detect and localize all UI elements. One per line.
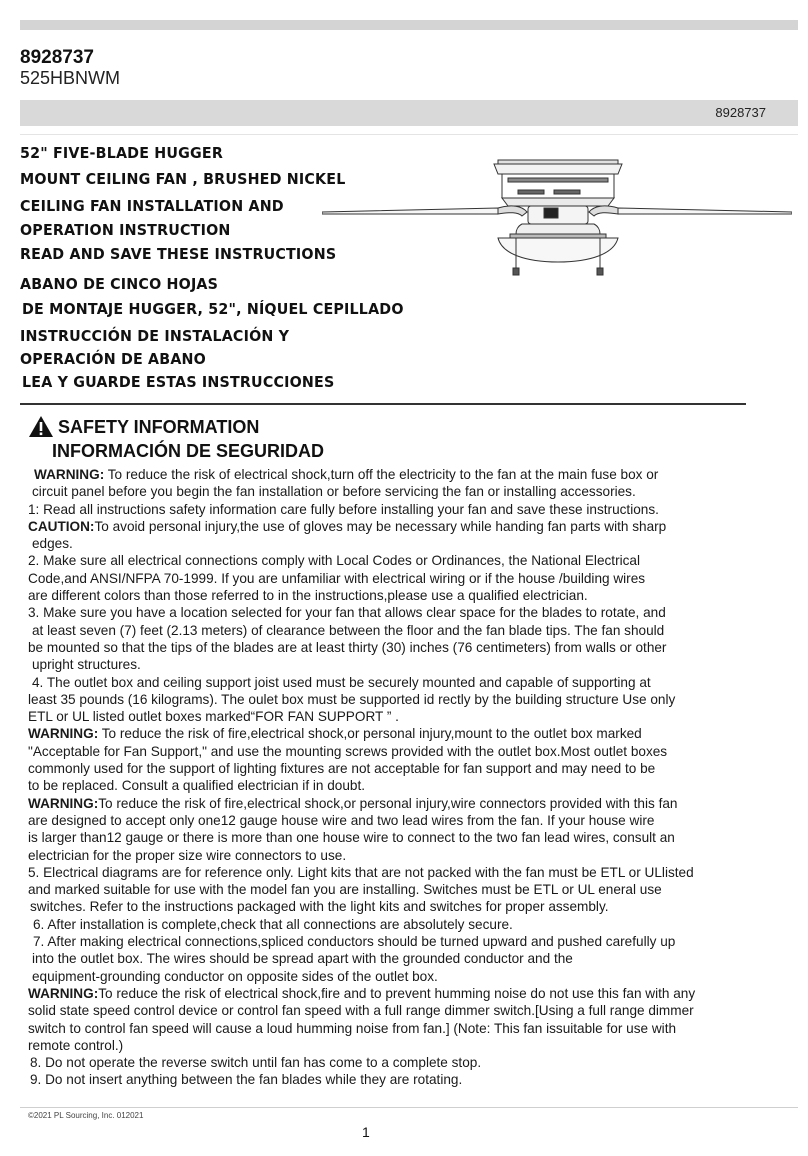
title-line-1: 52" FIVE-BLADE HUGGER — [20, 144, 224, 162]
safety-heading-en: SAFETY INFORMATION — [58, 417, 260, 437]
safety-line-text: commonly used for the support of lighting fixtures are not acceptable for fan support and may need to be — [28, 761, 656, 777]
title-line-6: ABANO DE CINCO HOJAS — [20, 275, 219, 293]
safety-line-text: 6. After installation is complete,check that all connections are absolutely secure. — [33, 916, 513, 932]
safety-line-text: 3. Make sure you have a location selected for your fan that allows clear space for the blades to rotate, and — [28, 605, 666, 621]
safety-line — [28, 1037, 798, 1054]
safety-line — [28, 656, 798, 673]
safety-line — [28, 725, 798, 742]
safety-line — [28, 1054, 798, 1071]
safety-line-label: WARNING: — [28, 726, 99, 742]
safety-line — [28, 985, 798, 1002]
model-number: 8928737 — [20, 47, 94, 68]
header-bar-code: 8928737 — [715, 105, 766, 120]
safety-line — [28, 795, 798, 812]
safety-line — [28, 881, 798, 898]
footer-rule — [20, 1107, 798, 1108]
title-line-2: MOUNT CEILING FAN , BRUSHED NICKEL — [20, 170, 346, 188]
safety-line — [28, 466, 798, 483]
safety-line — [28, 691, 798, 708]
safety-line-text: switch to control fan speed will cause a loud humming noise from fan.] (Note: This fan issuitable for use with — [28, 1020, 677, 1036]
safety-line — [28, 1020, 798, 1037]
safety-line — [28, 622, 798, 639]
safety-line-text: equipment-grounding conductor on opposite sides of the outlet box. — [32, 968, 438, 984]
safety-line-text: Code,and ANSI/NFPA 70-1999. If you are unfamiliar with electrical wiring or if the house /building wires — [28, 570, 646, 586]
safety-line — [28, 847, 798, 864]
safety-line-text: circuit panel before you begin the fan installation or before servicing the fan or installing accessories. — [32, 484, 636, 500]
safety-heading-es: INFORMACIÓN DE SEGURIDAD — [52, 441, 325, 461]
safety-line-text: "Acceptable for Fan Support," and use the mounting screws provided with the outlet box.Most outlet boxes — [28, 743, 668, 759]
safety-line-text: to be replaced. Consult a qualified electrician if in doubt. — [28, 778, 366, 794]
title-line-4: OPERATION INSTRUCTION — [20, 221, 231, 239]
copyright: ©2021 PL Sourcing, Inc. 012021 — [28, 1111, 144, 1120]
title-line-8: INSTRUCCIÓN DE INSTALACIÓN Y — [20, 327, 290, 345]
safety-line — [28, 777, 798, 794]
safety-line-label: CAUTION: — [28, 518, 95, 534]
safety-line — [28, 950, 798, 967]
safety-line-text: 1: Read all instructions safety information care fully before installing your fan and save these instructions. — [28, 501, 659, 517]
safety-line — [28, 587, 798, 604]
title-line-9: OPERACIÓN DE ABANO — [20, 350, 206, 368]
safety-line — [28, 760, 798, 777]
safety-line-text: solid state speed control device or control fan speed with a full range dimmer switch.[Using a full range dimmer — [28, 1003, 694, 1019]
safety-line-text: switches. Refer to the instructions packaged with the light kits and switches for proper assembly. — [30, 899, 609, 915]
safety-line-label: WARNING: — [28, 985, 99, 1001]
safety-line — [28, 501, 798, 518]
safety-line — [28, 674, 798, 691]
safety-line-text: are different colors than those referred to in the instructions,please use a qualified electrician. — [28, 588, 588, 604]
safety-line-text: edges. — [32, 536, 73, 552]
safety-line — [28, 933, 798, 950]
safety-line-text: To reduce the risk of fire,electrical shock,or personal injury,wire connectors provided with this fan — [98, 795, 678, 811]
page-number: 1 — [362, 1124, 370, 1140]
safety-line-text: is larger than12 gauge or there is more than one house wire to connect to the two fan lead wires, consult an — [28, 830, 675, 846]
header-bar — [20, 100, 798, 126]
safety-line-text: be mounted so that the tips of the blades are at least thirty (30) inches (76 centimeters) from walls or other — [28, 639, 667, 655]
safety-line-text: To reduce the risk of fire,electrical shock,or personal injury,mount to the outlet box marked — [98, 726, 642, 742]
safety-line — [28, 898, 798, 915]
safety-line — [28, 916, 798, 933]
safety-line-text: into the outlet box. The wires should be spread apart with the grounded conductor and the — [32, 951, 573, 967]
safety-line-text: 9. Do not insert anything between the fan blades while they are rotating. — [30, 1072, 463, 1088]
safety-line-text: and marked suitable for use with the model fan you are installing. Switches must be ETL or UL eneral use — [28, 882, 662, 898]
safety-line — [28, 639, 798, 656]
safety-line-text: To reduce the risk of electrical shock,fire and to prevent humming noise do not use this fan with any — [98, 985, 696, 1001]
safety-line-text: ETL or UL listed outlet boxes marked“FOR FAN SUPPORT ” . — [28, 709, 399, 725]
safety-line — [28, 1071, 798, 1088]
safety-line-label: WARNING: — [34, 467, 105, 482]
safety-line — [28, 829, 798, 846]
safety-line-text: electrician for the proper size wire connectors to use. — [28, 847, 347, 863]
safety-line-text: 7. After making electrical connections,spliced conductors should be turned upward and pushed carefully up — [33, 934, 676, 950]
safety-line-text: 8. Do not operate the reverse switch until fan has come to a complete stop. — [30, 1055, 482, 1071]
safety-line — [28, 864, 798, 881]
safety-line-text: To reduce the risk of electrical shock,turn off the electricity to the fan at the main fuse box or — [104, 467, 659, 482]
safety-line-text: To avoid personal injury,the use of gloves may be necessary while handing fan parts with sharp — [94, 518, 667, 534]
safety-body — [28, 466, 798, 1089]
safety-line-text: remote control.) — [28, 1037, 124, 1053]
safety-line — [28, 535, 798, 552]
safety-line — [28, 1002, 798, 1019]
safety-line — [28, 743, 798, 760]
title-line-10: LEA Y GUARDE ESTAS INSTRUCCIONES — [22, 373, 335, 391]
safety-line-text: at least seven (7) feet (2.13 meters) of clearance between the floor and the fan blade tips. The fan should — [32, 622, 665, 638]
section-rule — [20, 403, 746, 405]
safety-line-text: 2. Make sure all electrical connections comply with Local Codes or Ordinances, the National Electrical — [28, 553, 641, 569]
safety-line — [28, 812, 798, 829]
safety-line-text: are designed to accept only one12 gauge house wire and two lead wires from the fan. If your house wire — [28, 812, 655, 828]
safety-line — [28, 968, 798, 985]
safety-line-text: 4. The outlet box and ceiling support joist used must be securely mounted and capable of supporting at — [32, 674, 651, 690]
safety-line — [28, 708, 798, 725]
safety-line-label: WARNING: — [28, 795, 99, 811]
safety-line — [28, 518, 798, 535]
title-line-7: DE MONTAJE HUGGER, 52", NÍQUEL CEPILLADO — [22, 300, 404, 318]
title-line-3: CEILING FAN INSTALLATION AND — [20, 197, 284, 215]
safety-line — [28, 483, 798, 500]
safety-line-text: upright structures. — [32, 657, 141, 673]
safety-line-text: 5. Electrical diagrams are for reference only. Light kits that are not packed with the fan must be ETL or ULlisted — [28, 864, 694, 880]
sku-number: 525HBNWM — [20, 68, 121, 88]
warning-triangle-icon — [28, 415, 54, 438]
ceiling-fan-illustration — [322, 150, 792, 280]
top-bar — [20, 20, 798, 30]
title-line-5: READ AND SAVE THESE INSTRUCTIONS — [20, 245, 337, 263]
safety-line-text: least 35 pounds (16 kilograms). The oulet box must be supported id rectly by the building structure Use only — [28, 691, 676, 707]
safety-line — [28, 552, 798, 569]
header-divider — [20, 134, 798, 135]
safety-line — [28, 570, 798, 587]
safety-line — [28, 604, 798, 621]
